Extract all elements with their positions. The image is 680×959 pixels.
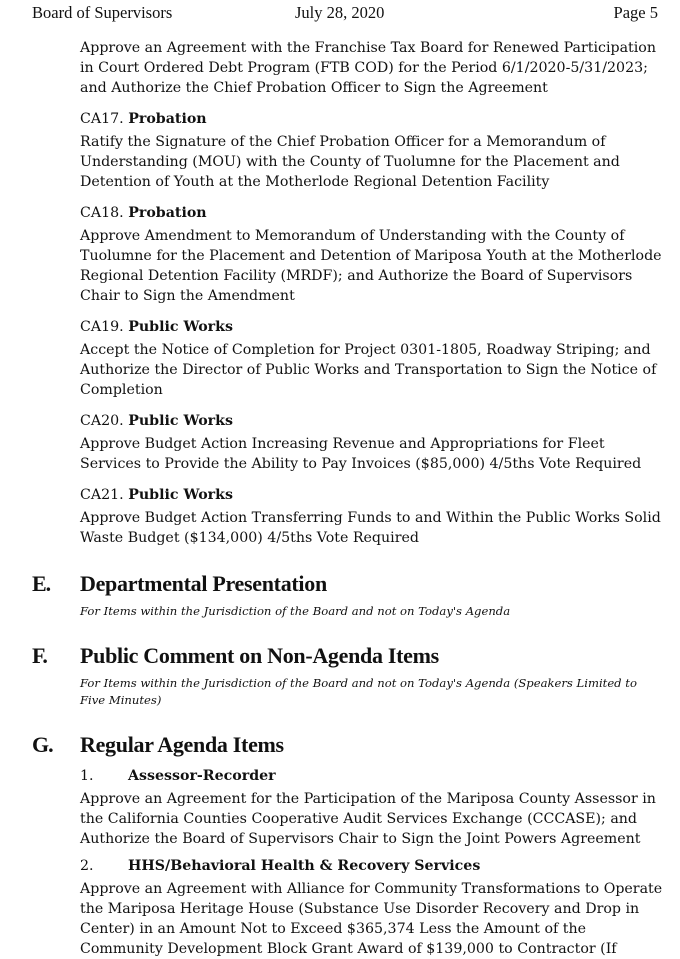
item-heading	[80, 411, 665, 431]
section-departmental-presentation	[32, 570, 665, 620]
section-public-comment	[32, 642, 665, 709]
agenda-content	[32, 38, 665, 959]
item-number: CA19.	[80, 319, 124, 335]
section-note: For Items within the Jurisdiction of the Board and not on Today's Agenda	[80, 604, 511, 618]
item-number: CA20.	[80, 413, 124, 429]
item-department: Public Works	[128, 413, 233, 429]
item-text: Approve Budget Action Transferring Funds to and Within the Public Works Solid Waste Budget ($134,000) 4/5ths Vote Required	[80, 510, 661, 546]
regular-item-1	[80, 766, 665, 849]
section-letter: G.	[32, 732, 53, 757]
header-board-name: Board of Supervisors	[32, 3, 173, 22]
item-department: Public Works	[128, 319, 233, 335]
item-heading	[80, 203, 665, 223]
item-text: Approve an Agreement with Alliance for Community Transformations to Operate the Mariposa Heritage House (Substance Use Disorder Recovery and Drop in Center) in an Amount Not to Exceed $365,374 Less the Amount of the Community Development Block Grant Award of $139,000 to Contractor (If	[80, 881, 663, 957]
consent-item-ca21	[80, 485, 665, 548]
continued-item-text: Approve an Agreement with the Franchise Tax Board for Renewed Participation in Court Ordered Debt Program (FTB COD) for the Period 6/1/2020-5/31/2023; and Authorize the Chief Probation Officer to Sign the Agreement	[80, 40, 656, 96]
item-department: Probation	[128, 111, 207, 127]
item-text: Accept the Notice of Completion for Project 0301-1805, Roadway Striping; and Authorize the Director of Public Works and Transportation to Sign the Notice of Completion	[80, 342, 657, 398]
section-title: Public Comment on Non-Agenda Items	[80, 643, 439, 668]
item-number: CA18.	[80, 205, 124, 221]
item-text: Approve Budget Action Increasing Revenue and Appropriations for Fleet Services to Provide the Ability to Pay Invoices ($85,000) 4/5ths Vote Required	[80, 436, 642, 472]
section-title: Departmental Presentation	[80, 571, 327, 596]
consent-item-ca18	[80, 203, 665, 306]
item-text: Approve an Agreement for the Participation of the Mariposa County Assessor in the California Counties Cooperative Audit Services Exchange (CCCASE); and Authorize the Board of Supervisors Chair to Sign the Joint Powers Agreement	[80, 791, 656, 847]
item-heading	[80, 109, 665, 129]
item-text: Approve Amendment to Memorandum of Understanding with the County of Tuolumne for the Placement and Detention of Mariposa Youth at the Motherlode Regional Detention Facility (MRDF); and Authorize the Board of Supervisors Chair to Sign the Amendment	[80, 228, 662, 304]
item-heading	[80, 766, 665, 786]
item-number: CA17.	[80, 111, 124, 127]
item-department: Public Works	[128, 487, 233, 503]
item-heading	[80, 856, 665, 876]
item-department: HHS/Behavioral Health & Recovery Services	[128, 858, 481, 874]
section-letter: E.	[32, 571, 51, 596]
consent-item-ca20	[80, 411, 665, 474]
item-heading	[80, 485, 665, 505]
page-header	[32, 3, 658, 25]
item-number: CA21.	[80, 487, 124, 503]
section-note: For Items within the Jurisdiction of the Board and not on Today's Agenda (Speakers Limited to Five Minutes)	[80, 676, 637, 707]
header-page-number: Page 5	[613, 3, 658, 22]
item-department: Assessor-Recorder	[128, 768, 276, 784]
item-number: 1.	[80, 768, 94, 784]
section-letter: F.	[32, 643, 47, 668]
consent-item-ca19	[80, 317, 665, 400]
item-text: Ratify the Signature of the Chief Probation Officer for a Memorandum of Understanding (MOU) with the County of Tuolumne for the Placement and Detention of Youth at the Motherlode Regional Detention Facility	[80, 134, 620, 190]
section-regular-agenda	[32, 731, 665, 959]
header-date: July 28, 2020	[295, 3, 385, 22]
regular-item-2	[80, 856, 665, 959]
item-heading	[80, 317, 665, 337]
item-number: 2.	[80, 858, 94, 874]
consent-item-ca17	[80, 109, 665, 192]
section-title: Regular Agenda Items	[80, 732, 284, 757]
item-department: Probation	[128, 205, 207, 221]
